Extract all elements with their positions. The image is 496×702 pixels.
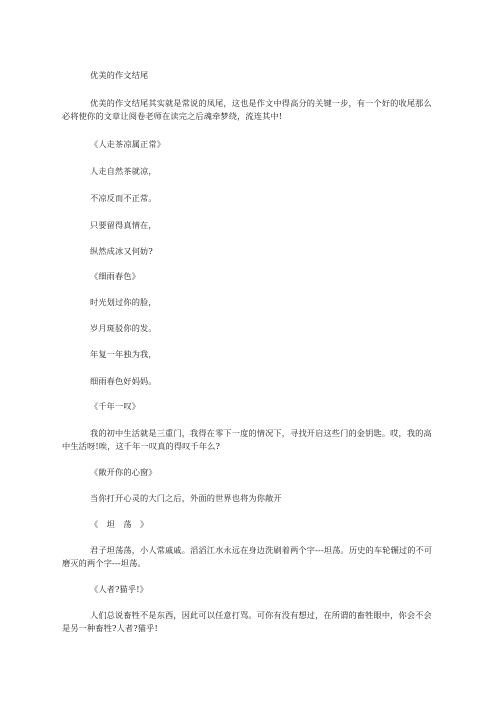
poem-1-line-4: 纵然成冰又何妨? <box>90 246 153 256</box>
section-4-body: 当你打开心灵的大门之后，外面的世界也将为你敞开 <box>90 493 282 503</box>
section-5-title: 《 坦 荡 》 <box>90 519 149 529</box>
document-title: 优美的作文结尾 <box>90 70 149 80</box>
poem-2-line-1: 时光划过你的脸， <box>90 297 157 307</box>
section-6-body: 人们总说畜牲不是东西，因此可以任意打骂。可你有没有想过，在所谓的畜牲眼中，你会不会是另一种畜牲?人者?猫乎! <box>62 610 432 633</box>
section-6-title: 《人者?猫乎!》 <box>90 584 149 594</box>
poem-1-line-3: 只要留得真情在， <box>90 220 157 230</box>
poem-2-title: 《细雨春色》 <box>90 271 141 281</box>
intro-paragraph: 优美的作文结尾其实就是常说的凤尾，这也是作文中得高分的关键一步，有一个好的收尾那么必将使你的文章让阅卷老师在读完之后魂牵梦绕，流连其中! <box>62 98 432 121</box>
poem-2-line-2: 岁月斑驳你的发。 <box>90 323 157 333</box>
poem-1-line-2: 不凉反而不正常。 <box>90 193 157 203</box>
poem-1-line-1: 人走自然茶就凉， <box>90 166 157 176</box>
poem-2-line-4: 细雨春色好妈妈。 <box>90 376 157 386</box>
section-3-title: 《千年一叹》 <box>90 401 141 411</box>
section-5-body: 君子坦荡荡，小人常戚戚。滔滔江水永远在身边洗刷着两个字---坦荡。历史的车轮辗过的不可磨灭的两个字---坦荡。 <box>62 545 433 568</box>
poem-2-line-3: 年复一年独为我， <box>90 349 157 359</box>
section-3-body: 我的初中生活就是三重门，我得在零下一度的情况下，寻找开启这些门的金钥匙。哎，我的高中生活呀!唉，这千年一叹真的得叹千年么? <box>62 428 432 451</box>
section-4-title: 《敞开你的心窗》 <box>90 467 157 477</box>
poem-1-title: 《人走茶凉属正常》 <box>90 139 166 149</box>
